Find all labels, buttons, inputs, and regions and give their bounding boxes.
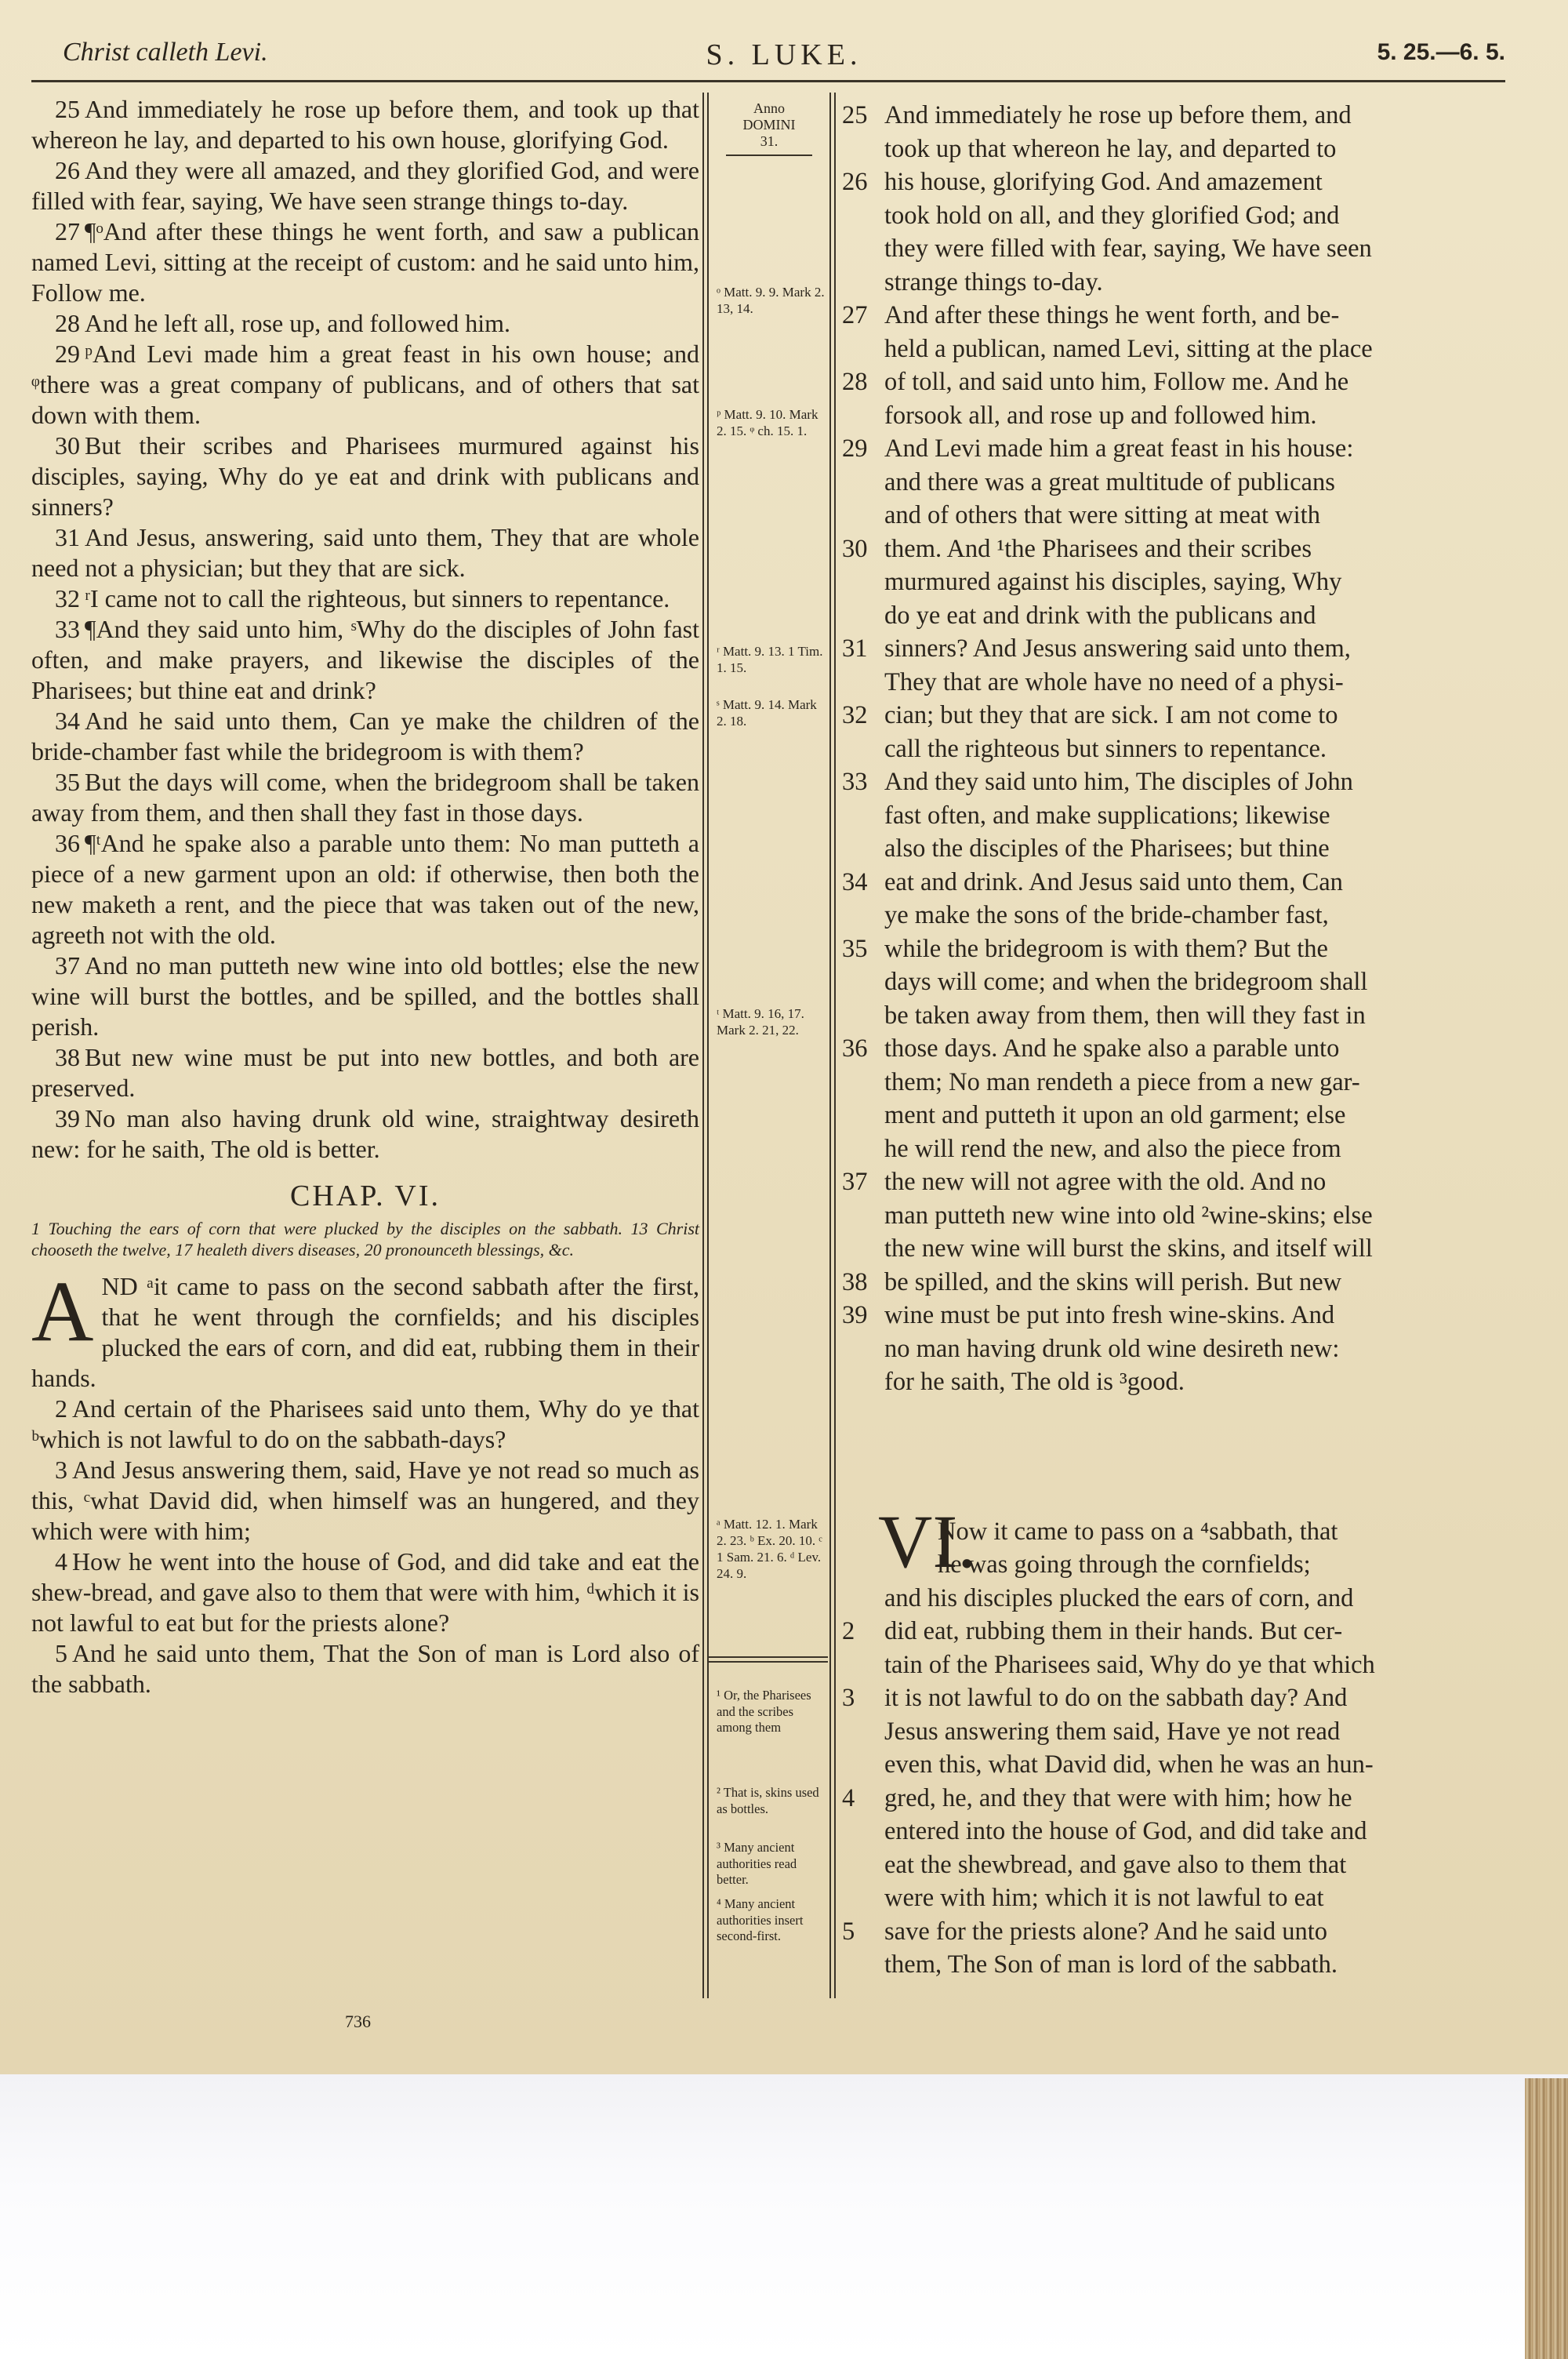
line-text: man putteth new wine into old ²wine-skins; else [884,1201,1373,1230]
line-text: And after these things he went forth, and be- [884,301,1340,329]
margin-note: ¹ Or, the Pharisees and the scribes among them [717,1688,811,1735]
line-text: the new will not agree with the old. And no [884,1168,1327,1196]
rv-line [845,1099,1493,1132]
verse-text: And they were all amazed, and they glorified God, and were filled with fear, saying, We have seen strange things to-day. [31,156,699,215]
margin-reference: ᵃ Matt. 12. 1. Mark 2. 23. ᵇ Ex. 20. 10. ᶜ 1 Sam. 21. 6. ᵈ Lev. 24. 9. [717,1517,822,1581]
column-rule-left [702,93,704,1998]
authorized-version-column [31,94,699,1699]
rv-line [845,1548,1493,1582]
verse [31,828,699,951]
verse-number: 31 [842,634,868,663]
verse-number: 32 [842,701,868,729]
rv-line [845,666,1493,700]
anno-line: DOMINI [742,117,796,133]
rv-line [842,866,1493,900]
background-below-page [0,2074,1568,2359]
rv-line [845,1582,1493,1616]
verse-number: 38 [55,1043,80,1071]
rv-line [845,965,1493,999]
rv-line [845,999,1493,1033]
line-text: and of others that were sitting at meat with [884,501,1320,529]
verse [31,308,699,339]
line-text: eat the shewbread, and gave also to them that [884,1850,1347,1879]
rv-line [845,1365,1493,1399]
margin-notes-rule [709,1656,828,1658]
verse-number: 38 [842,1267,868,1296]
verse-number: 33 [842,768,868,796]
verse-number: 28 [55,309,80,337]
line-text: held a publican, named Levi, sitting at the place [884,334,1373,363]
verse-text: But new wine must be put into new bottles, and both are preserved. [31,1043,699,1102]
rv-line [842,1032,1493,1066]
rv-line [845,565,1493,599]
verse-number: 39 [842,1301,868,1329]
av-chapter-6-verse-list [31,1394,699,1699]
verse-number: 34 [842,867,868,896]
line-text: they were filled with fear, saying, We have seen [884,234,1372,263]
verse [31,1638,699,1699]
verse [31,1455,699,1547]
rv-line [842,365,1493,399]
margin-reference: ᵒ Matt. 9. 9. Mark 2. 13, 14. [717,285,825,316]
line-text: entered into the house of God, and did take and [884,1817,1367,1845]
rv-line [845,266,1493,300]
line-text: he will rend the new, and also the piece from [884,1134,1341,1163]
verse-number: 26 [842,168,868,196]
rv-line [845,399,1493,433]
drop-capital: A [31,1263,94,1359]
line-text: no man having drunk old wine desireth new: [884,1334,1340,1363]
verse-number: 37 [842,1168,868,1196]
verse-number: 27 [55,217,80,245]
line-text: fast often, and make supplications; likewise [884,801,1330,830]
verse-number: 4 [55,1547,67,1576]
rv-line [845,1881,1493,1915]
chapter-summary: 1 Touching the ears of corn that were plucked by the disciples on the sabbath. 13 Christ chooseth the twelve, 17 healeth divers diseases, 20 pronounceth blessings, &c. [31,1219,699,1259]
verse-number: 36 [55,829,80,857]
rv-line [842,99,1493,133]
verse-number: 35 [842,934,868,963]
line-text: gred, he, and they that were with him; how he [884,1783,1352,1812]
line-text: did eat, rubbing them in their hands. But cer- [884,1617,1343,1645]
rv-line [845,199,1493,233]
rv-line [842,765,1493,799]
rv-line [845,599,1493,633]
verse-text: ¶And they said unto him, ˢWhy do the disciples of John fast often, and make prayers, and likewise the disciples of the Pharisees; but thine eat and drink? [31,615,699,704]
rv-line [845,1815,1493,1848]
line-text: and there was a great multitude of publicans [884,467,1335,496]
line-text: his house, glorifying God. And amazement [884,168,1323,196]
rv-line [845,1948,1493,1982]
line-text: ye make the sons of the bride-chamber fast, [884,901,1329,929]
chapter-6-verse-1 [31,1263,699,1394]
line-text: Jesus answering them said, Have ye not read [884,1717,1341,1746]
rv-line [845,133,1493,166]
rv-line [842,932,1493,966]
rv-line [842,1915,1493,1949]
verse-number: 37 [55,951,80,980]
line-text: And immediately he rose up before them, and [884,101,1352,129]
rv-chapter-6-line-list [842,1515,1493,1982]
anno-domini-label [710,100,828,150]
margin-reference: ˢ Matt. 9. 14. Mark 2. 18. [717,697,817,729]
header-rule [31,80,1505,82]
margin-reference: ᵗ Matt. 9. 16, 17. Mark 2. 21, 22. [717,1006,804,1038]
column-rule-right [829,93,831,1998]
verse-text: How he went into the house of God, and did take and eat the shew-bread, and gave also to them that were with him, ᵈwhich it is not lawful to eat but for the priests alone? [31,1547,699,1637]
line-text: do ye eat and drink with the publicans and [884,601,1316,630]
verse-text: No man also having drunk old wine, straightway desireth new: for he saith, The old is better. [31,1104,699,1163]
verse-text: ¶ᵗAnd he spake also a parable unto them: No man putteth a piece of a new garment upon an old: if otherwise, then both the new maketh a rent, and the piece that was taken out of the new, agreeth not with the old. [31,829,699,949]
verse-number: 28 [842,368,868,396]
margin-reference: ʳ Matt. 9. 13. 1 Tim. 1. 15. [717,644,823,675]
line-text: save for the priests alone? And he said unto [884,1917,1327,1946]
margin-note: ² That is, skins used as bottles. [717,1785,819,1816]
line-text: And they said unto him, The disciples of John [884,768,1353,796]
book-edge [1525,2078,1568,2359]
line-text: days will come; and when the bridegroom shall [884,968,1368,996]
verse-number: 32 [55,584,80,612]
verse-text: But the days will come, when the bridegroom shall be taken away from them, and then shall they fast in those days. [31,768,699,827]
rv-line [845,499,1493,533]
chapter-title: CHAP. VI. [289,1180,441,1212]
rv-line [845,1715,1493,1749]
verse-number: 5 [842,1917,855,1946]
verse-text: And no man putteth new wine into old bottles; else the new wine will burst the bottles, and be spilled, and the bottles shall perish. [31,951,699,1041]
rv-line [842,432,1493,466]
line-text: sinners? And Jesus answering said unto them, [884,634,1351,663]
verse [31,614,699,706]
line-text: them. And ¹the Pharisees and their scribes [884,534,1312,563]
rv-line [845,732,1493,766]
rv-line [845,333,1493,366]
verse-number: 3 [842,1684,855,1712]
line-text: strange things to-day. [884,267,1103,296]
rv-line [842,1266,1493,1299]
rv-line [845,1648,1493,1682]
verse-text: And he said unto them, That the Son of man is Lord also of the sabbath. [31,1639,699,1698]
line-text: he was going through the cornfields; [938,1550,1311,1579]
rv-line-list [842,99,1493,1399]
verse [31,767,699,828]
rv-line [845,1332,1493,1366]
running-head [63,38,1505,85]
verse-number: 26 [55,156,80,184]
line-text: eat and drink. And Jesus said unto them, Can [884,867,1343,896]
margin-column [710,100,828,156]
verse-number: 5 [55,1639,67,1667]
verse-number: 31 [55,523,80,551]
anno-line: Anno [753,100,785,116]
column-rule-left-inner [707,93,709,1998]
line-text: be taken away from them, then will they fast in [884,1001,1366,1030]
rv-line [845,832,1493,866]
verse [31,706,699,767]
margin-note: ⁴ Many ancient authorities insert second-first. [717,1896,804,1943]
rv-line [842,632,1493,666]
rv-line [845,799,1493,833]
rv-line [845,1132,1493,1166]
line-text: it is not lawful to do on the sabbath day? And [884,1684,1348,1712]
verse-number: 39 [55,1104,80,1132]
verse-number: 35 [55,768,80,796]
verse [31,522,699,583]
line-text: for he saith, The old is ³good. [884,1368,1185,1396]
rv-line [842,299,1493,333]
line-text: even this, what David did, when he was an hun- [884,1750,1374,1779]
margin-note: ³ Many ancient authorities read better. [717,1840,797,1887]
verse [31,94,699,155]
line-text: forsook all, and rose up and followed him. [884,401,1317,430]
rv-line [845,1199,1493,1233]
rv-line [845,1066,1493,1100]
verse [31,216,699,308]
revised-version-column [842,99,1493,1982]
line-text: And Levi made him a great feast in his house: [884,434,1354,463]
verse-number: 36 [842,1034,868,1063]
verse-text: ᵖAnd Levi made him a great feast in his own house; and ᵠthere was a great company of publicans, and of others that sat down with them. [31,340,699,429]
verse-number: 25 [55,95,80,123]
rv-line [845,1232,1493,1266]
verse-text: And immediately he rose up before them, and took up that whereon he lay, and departed to his own house, glorifying God. [31,95,699,154]
verse-number: 27 [842,301,868,329]
rv-line [842,1681,1493,1715]
rv-line [842,1615,1493,1648]
chapter-gap [845,1399,1493,1515]
rv-line [842,1165,1493,1199]
running-head-left: Christ calleth Levi. [63,38,268,67]
verse-text: And Jesus, answering, said unto them, They that are whole need not a physician; but they that are sick. [31,523,699,582]
verse-number: 25 [842,101,868,129]
verse-number: 30 [842,534,868,563]
rv-line [845,899,1493,932]
verse-number: 2 [842,1617,855,1645]
line-text: be spilled, and the skins will perish. But new [884,1267,1342,1296]
line-text: call the righteous but sinners to repentance. [884,734,1327,763]
line-text: while the bridegroom is with them? But the [884,934,1328,963]
margin-reference: ᵖ Matt. 9. 10. Mark 2. 15. ᵠ ch. 15. 1. [717,407,818,438]
running-head-reference: 5. 25.—6. 5. [1377,39,1505,65]
line-text: wine must be put into fresh wine-skins. And [884,1301,1335,1329]
verse-number: 4 [842,1783,855,1812]
verse [31,1394,699,1455]
line-text: ment and putteth it upon an old garment; else [884,1101,1346,1129]
line-text: took hold on all, and they glorified God; and [884,201,1340,230]
line-text: them; No man rendeth a piece from a new gar- [884,1067,1360,1096]
rv-line [845,1515,1493,1549]
page-number: 736 [345,2012,371,2031]
line-text: took up that whereon he lay, and departed to [884,134,1337,163]
margin-notes-rule-inner [709,1661,828,1663]
verse-text: ʳI came not to call the righteous, but sinners to repentance. [85,584,670,612]
line-text: and his disciples plucked the ears of corn, and [884,1583,1354,1612]
verse [31,583,699,614]
anno-line: 31. [760,133,779,149]
verse [31,1103,699,1165]
verse [31,1547,699,1638]
line-text: They that are whole have no need of a physi- [884,667,1344,696]
verse [31,1042,699,1103]
verse [31,951,699,1042]
verse [31,431,699,522]
rv-line [842,1782,1493,1816]
verse [31,339,699,431]
verse-number: 3 [55,1456,67,1484]
line-text: Now it came to pass on a ⁴sabbath, that [938,1517,1338,1546]
verse-text: But their scribes and Pharisees murmured against his disciples, saying, Why do ye eat and drink with publicans and sinners? [31,431,699,521]
line-text: tain of the Pharisees said, Why do ye that which [884,1650,1375,1679]
rv-line [845,1848,1493,1882]
column-rule-right-inner [834,93,836,1998]
verse-number: 29 [55,340,80,368]
verse-text: And Jesus answering them, said, Have ye not read so much as this, ᶜwhat David did, when himself was an hungered, and they which were with him; [31,1456,699,1545]
line-text: the new wine will burst the skins, and itself will [884,1234,1373,1263]
rv-line [842,533,1493,566]
line-text: cian; but they that are sick. I am not come to [884,701,1338,729]
verse-number: 29 [842,434,868,463]
verse [31,155,699,216]
verse-number: 33 [55,615,80,643]
line-text: them, The Son of man is lord of the sabbath. [884,1950,1338,1979]
rv-line [842,1299,1493,1332]
rv-chapter-6 [842,1499,1493,1982]
rv-line [845,466,1493,500]
verse-text: ¶ᵒAnd after these things he went forth, and saw a publican named Levi, sitting at the receipt of custom: and he said unto him, Follow me. [31,217,699,307]
verse-number: 2 [55,1394,67,1423]
anno-rule [726,154,812,156]
running-head-title: S. LUKE. [706,38,862,71]
rv-line [845,1748,1493,1782]
verse-text: And certain of the Pharisees said unto them, Why do ye that ᵇwhich is not lawful to do on the sabbath-days? [31,1394,699,1453]
line-text: were with him; which it is not lawful to eat [884,1884,1324,1912]
line-text: murmured against his disciples, saying, Why [884,568,1342,596]
rv-line [845,232,1493,266]
verse-text: ND ᵃit came to pass on the second sabbath after the first, that he went through the cornfields; and his disciples plucked the ears of corn, and did eat, rubbing them in their hands. [31,1272,699,1392]
verse-text: And he said unto them, Can ye make the children of the bride-chamber fast while the bridegroom is with them? [31,707,699,765]
verse-text: And he left all, rose up, and followed him. [85,309,510,337]
verse-number: 34 [55,707,80,735]
line-text: of toll, and said unto him, Follow me. And he [884,368,1349,396]
chapter-numeral: VI. [878,1499,977,1583]
rv-line [842,699,1493,732]
line-text: also the disciples of the Pharisees; but thine [884,834,1330,863]
av-verse-list [31,94,699,1165]
rv-line [842,165,1493,199]
line-text: those days. And he spake also a parable unto [884,1034,1340,1063]
verse-number: 30 [55,431,80,460]
